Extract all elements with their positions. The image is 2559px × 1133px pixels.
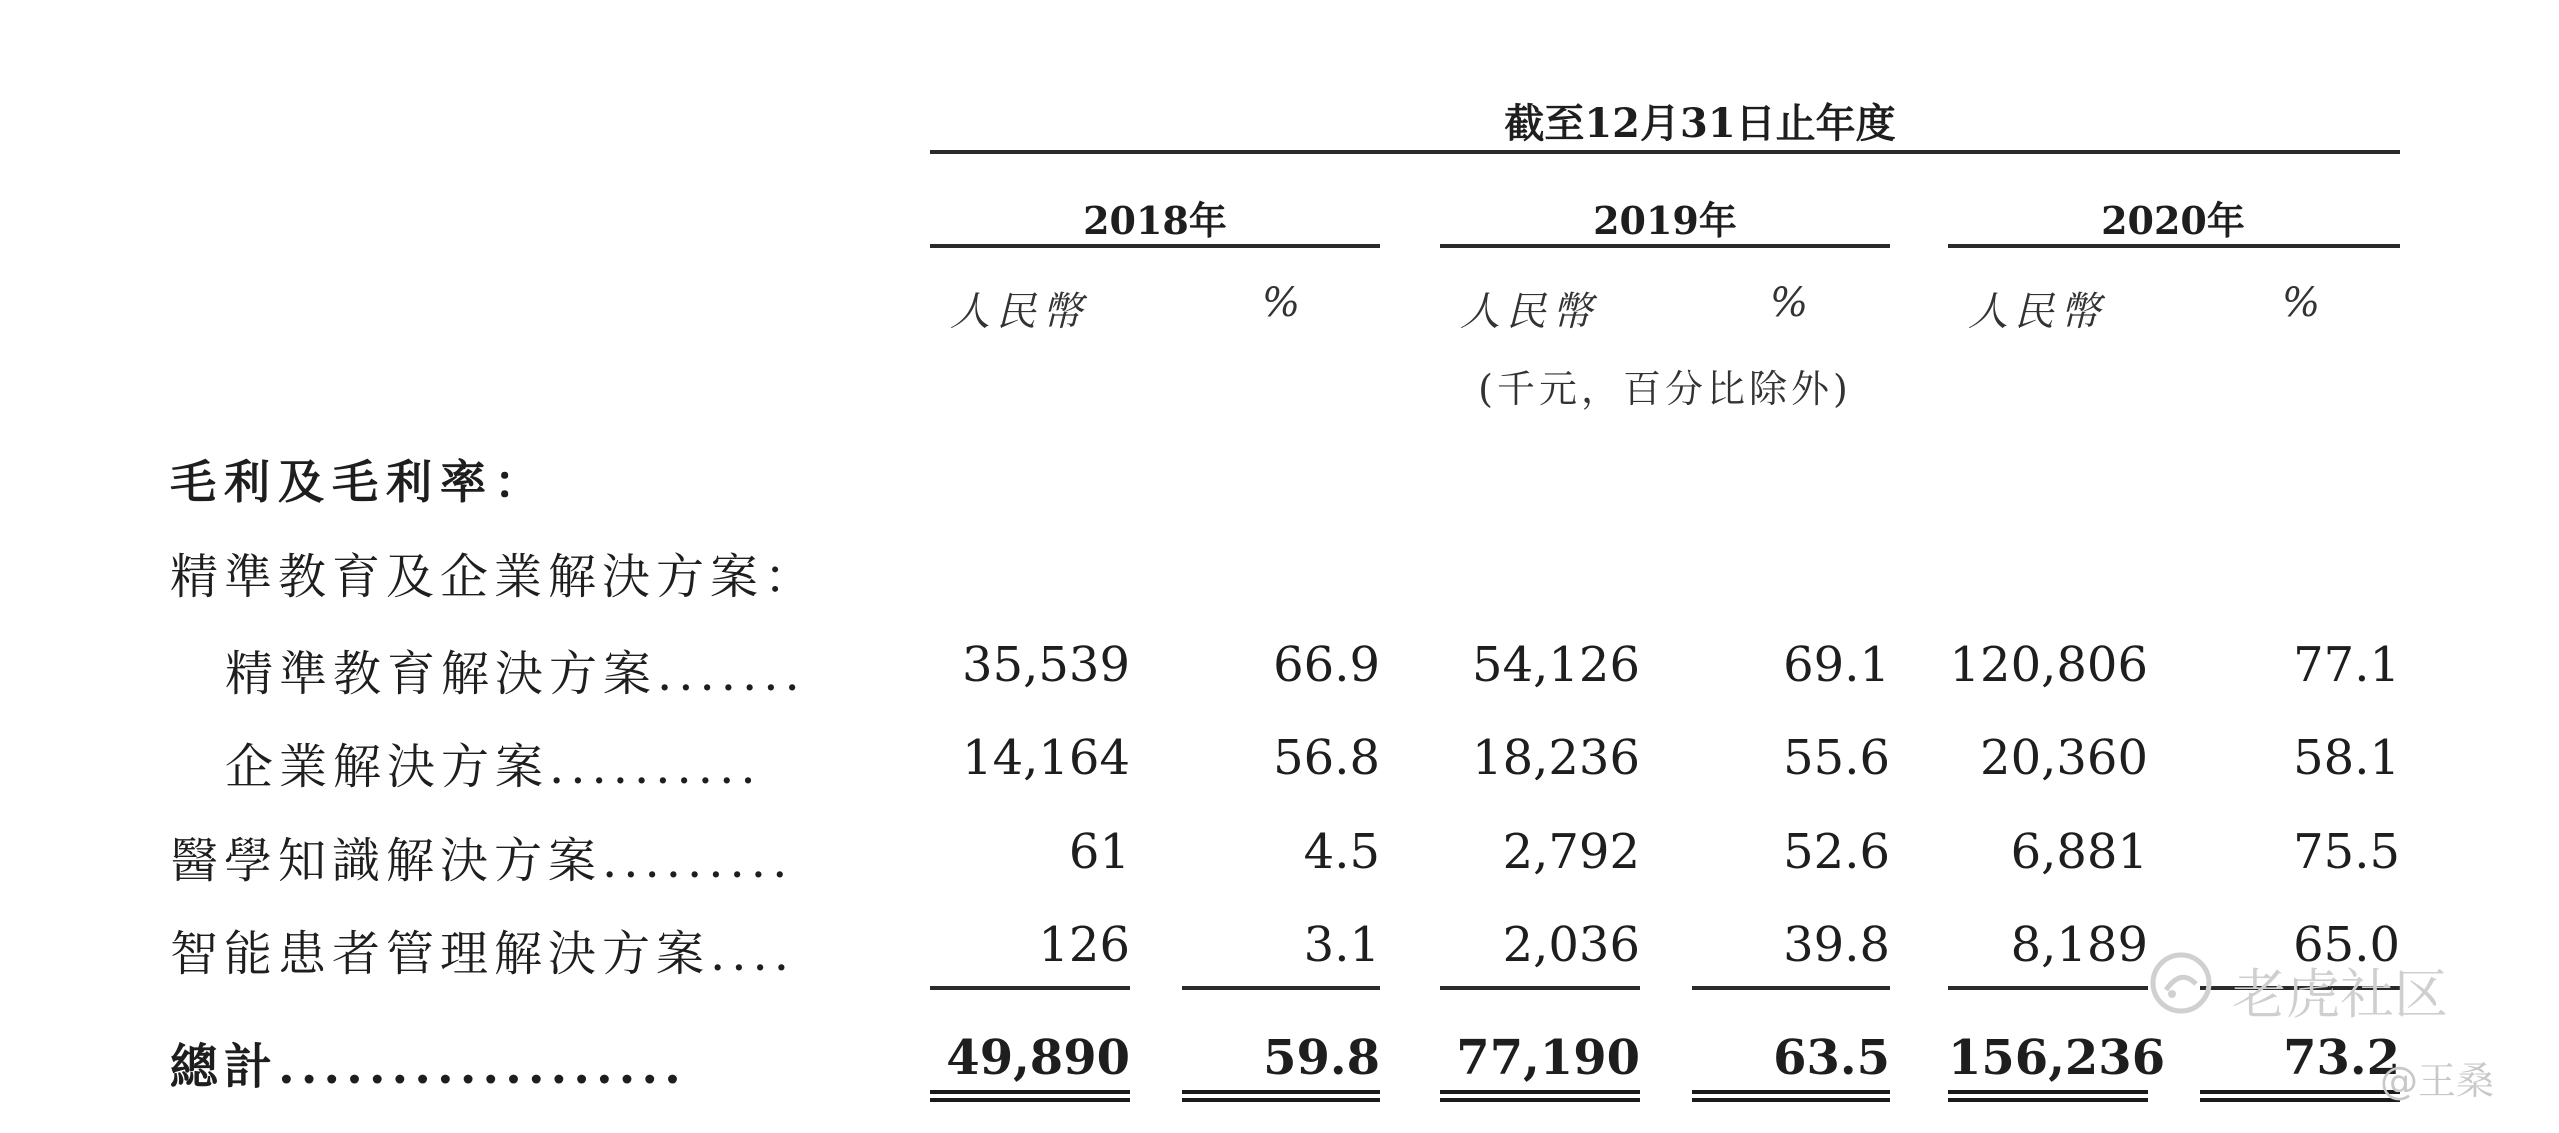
col-percent-2020: % (2282, 280, 2327, 326)
row-value: 75.5 (2293, 824, 2400, 880)
subtotal-rule (1948, 986, 2148, 990)
total-double-rule (1182, 1090, 1380, 1102)
year-2020: 2020年 (2101, 198, 2245, 243)
col-percent-2018: % (1262, 280, 1307, 326)
col-currency-2018: 人民幣 (950, 289, 1088, 335)
row-label: 企業解決方案.......... (225, 739, 762, 795)
year-rule-2019 (1440, 244, 1890, 248)
year-2018: 2018年 (1083, 198, 1227, 243)
total-value: 63.5 (1773, 1030, 1890, 1086)
subtotal-rule (1182, 986, 1380, 990)
total-value: 59.8 (1263, 1030, 1380, 1086)
row-value: 18,236 (1472, 730, 1640, 786)
row-value: 14,164 (962, 730, 1130, 786)
total-double-rule (2200, 1090, 2400, 1102)
total-value: 73.2 (2283, 1030, 2400, 1086)
subtotal-rule (1440, 986, 1640, 990)
row-label: 智能患者管理解決方案.... (170, 926, 796, 982)
row-value: 65.0 (2293, 917, 2400, 973)
total-double-rule (1440, 1090, 1640, 1102)
row-value: 2,792 (1502, 824, 1640, 880)
row-value: 56.8 (1273, 730, 1380, 786)
section-title: 毛利及毛利率： (170, 455, 548, 509)
unit-note: (千元，百分比除外) (1478, 367, 1852, 411)
subtotal-rule (1692, 986, 1890, 990)
row-value: 52.6 (1783, 824, 1890, 880)
row-value: 66.9 (1273, 637, 1380, 693)
total-double-rule (930, 1090, 1130, 1102)
period-caption: 截至12月31日止年度 (1504, 100, 1896, 147)
year-rule-2018 (930, 244, 1380, 248)
row-value: 54,126 (1472, 637, 1640, 693)
row-value: 61 (1068, 824, 1130, 880)
row-value: 69.1 (1783, 637, 1890, 693)
group-title: 精準教育及企業解決方案： (170, 549, 819, 605)
row-value: 4.5 (1303, 824, 1380, 880)
watermark-brand: 老虎社区 (2232, 963, 2448, 1026)
year-rule-2020 (1948, 244, 2400, 248)
total-double-rule (1948, 1090, 2148, 1102)
row-value: 8,189 (2010, 917, 2148, 973)
row-value: 55.6 (1783, 730, 1890, 786)
total-value: 49,890 (946, 1030, 1130, 1086)
row-value: 126 (1038, 917, 1130, 973)
year-2019: 2019年 (1593, 198, 1737, 243)
total-double-rule (1692, 1090, 1890, 1102)
total-value: 77,190 (1456, 1030, 1640, 1086)
total-value: 156,236 (1948, 1030, 2166, 1086)
row-value: 3.1 (1303, 917, 1380, 973)
watermark-author: @王桑 (2380, 1059, 2495, 1103)
col-currency-2020: 人民幣 (1968, 289, 2106, 335)
col-currency-2019: 人民幣 (1460, 289, 1598, 335)
subtotal-rule (930, 986, 1130, 990)
row-label: 精準教育解決方案....... (225, 646, 806, 702)
row-value: 58.1 (2293, 730, 2400, 786)
row-value: 6,881 (2010, 824, 2148, 880)
header-rule (930, 150, 2400, 154)
col-percent-2019: % (1770, 280, 1815, 326)
total-label: 總計.................. (170, 1039, 687, 1095)
row-value: 39.8 (1783, 917, 1890, 973)
row-label: 醫學知識解決方案......... (170, 833, 794, 889)
tiger-logo-icon (2148, 950, 2214, 1016)
row-value: 35,539 (962, 637, 1130, 693)
row-value: 2,036 (1502, 917, 1640, 973)
row-value: 77.1 (2293, 637, 2400, 693)
row-value: 120,806 (1949, 637, 2148, 693)
row-value: 20,360 (1980, 730, 2148, 786)
